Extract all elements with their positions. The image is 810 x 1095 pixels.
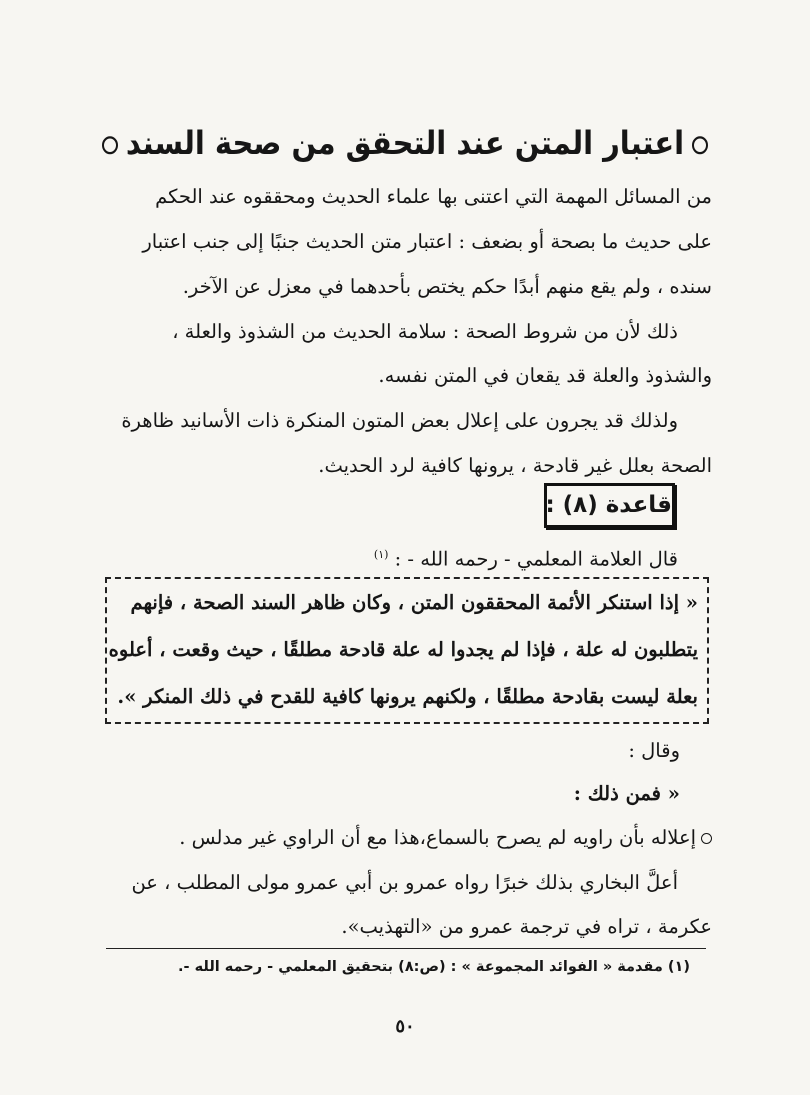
- footnote: (١) مقدمة « الفوائد المجموعة » : (ص:٨) بتحقيق المعلمي - رحمه الله -.: [178, 959, 690, 975]
- continuation-said: وقال :: [628, 739, 680, 762]
- attribution-text: قال العلامة المعلمي - رحمه الله - :: [394, 547, 678, 571]
- quote-line-1: « إذا استنكر الأئمة المحققون المتن ، وكان ظاهر السند الصحة ، فإنهم: [130, 591, 698, 614]
- list-item-2-line-2: عكرمة ، تراه في ترجمة عمرو من «التهذيب».: [341, 915, 712, 938]
- bullet-ring-icon: [701, 833, 712, 844]
- intro-line-3: سنده ، ولم يقع منهم أبدًا حكم يختص بأحدهما في معزل عن الآخر.: [182, 275, 712, 298]
- list-item-2-line-1: أعلَّ البخاري بذلك خبرًا رواه عمرو بن أبي عمرو مولى المطلب ، عن: [131, 871, 678, 894]
- quote-line-3: بعلة ليست بقادحة مطلقًا ، ولكنهم يرونها كافية للقدح في ذلك المنكر ».: [117, 685, 698, 708]
- continuation-from-that: « فمن ذلك :: [573, 782, 680, 805]
- section-heading-text: اعتبار المتن عند التحقق من صحة السند: [125, 123, 685, 163]
- attribution-line: [0, 540, 678, 575]
- intro-line-7: الصحة بعلل غير قادحة ، يرونها كافية لرد الحديث.: [318, 454, 712, 477]
- intro-line-1: من المسائل المهمة التي اعتنى بها علماء الحديث ومحققوه عند الحكم: [155, 185, 712, 208]
- quote-line-2: يتطلبون له علة ، فإذا لم يجدوا له علة قادحة مطلقًا ، حيث وقعت ، أعلوه: [108, 638, 698, 661]
- heading-ring-icon: [692, 136, 708, 154]
- list-item-1: [0, 823, 712, 853]
- list-item-1-text: إعلاله بأن راويه لم يصرح بالسماع،هذا مع أن الراوي غير مدلس .: [179, 826, 696, 849]
- intro-line-4: ذلك لأن من شروط الصحة : سلامة الحديث من الشذوذ والعلة ،: [172, 320, 678, 343]
- page-number: ٥٠: [395, 1016, 415, 1037]
- intro-line-5: والشذوذ والعلة قد يقعان في المتن نفسه.: [378, 364, 712, 387]
- rule-label-box: قاعدة (٨) :: [544, 483, 675, 528]
- intro-line-6: ولذلك قد يجرون على إعلال بعض المتون المنكرة ذات الأسانيد ظاهرة: [121, 409, 678, 432]
- footnote-marker: (١): [373, 548, 389, 561]
- heading-ring-icon: [102, 136, 118, 154]
- section-heading: [0, 121, 810, 166]
- footnote-divider: [106, 948, 706, 949]
- intro-line-2: على حديث ما بصحة أو بضعف : اعتبار متن الحديث جنبًا إلى جنب اعتبار: [142, 230, 712, 253]
